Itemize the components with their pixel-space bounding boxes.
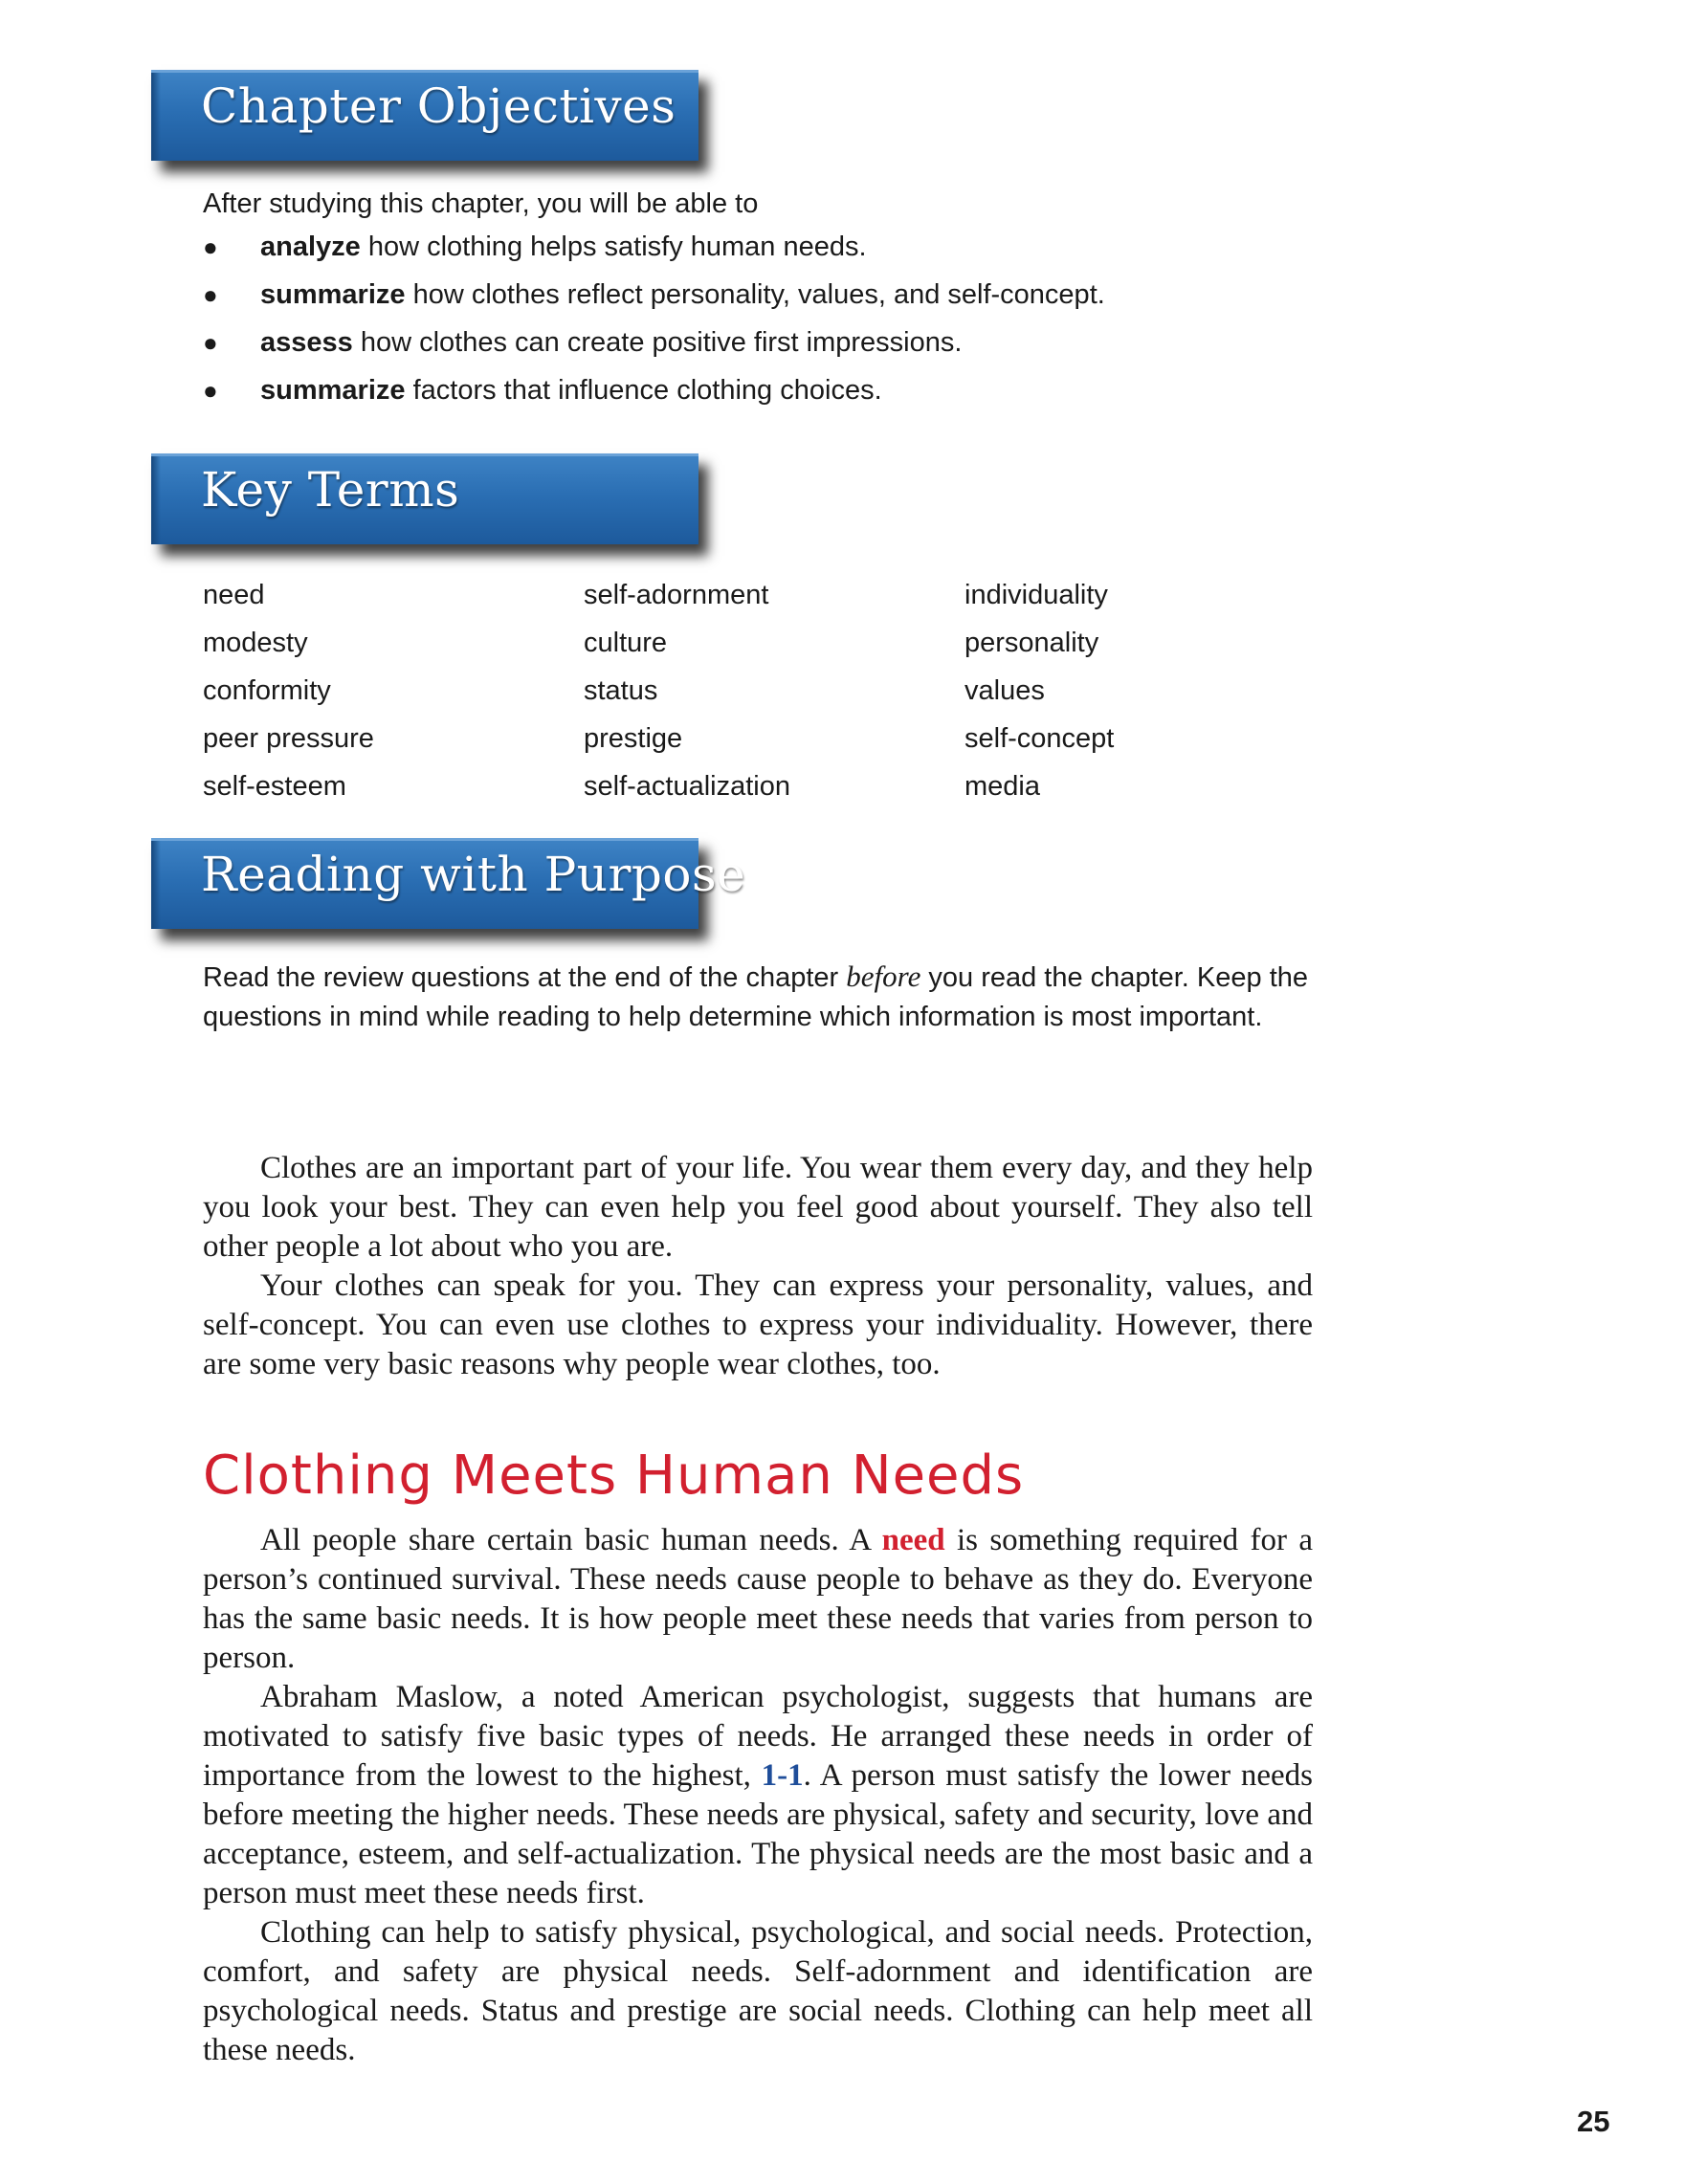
objectives-list <box>203 223 1105 414</box>
objective-item <box>203 366 1105 414</box>
key-terms-banner <box>151 453 698 544</box>
bullet-icon: ● <box>203 328 218 357</box>
body-paragraph: Abraham Maslow, a noted American psychologist, suggests that humans are motivated to satisfy five basic types of needs. He arranged these needs in order of importance from the lowest to the highest, 1-1. A person must satisfy the lower needs before meeting the higher needs. These needs are physical, safety and security, love and acceptance, esteem, and self-actualization. The physical needs are the most basic and a person must meet these needs first. <box>203 1680 1313 1910</box>
reading-purpose-banner <box>151 838 746 929</box>
objective-item <box>203 319 1105 366</box>
bullet-icon: ● <box>203 376 218 405</box>
key-terms-title: Key Terms <box>201 462 460 518</box>
key-term: peer pressure <box>203 723 374 754</box>
objective-verb: summarize <box>260 279 406 310</box>
objectives-intro: After studying this chapter, you will be able to <box>203 188 759 219</box>
key-terms-column-2 <box>584 571 790 810</box>
chapter-objectives-banner <box>151 70 698 161</box>
needs-paragraphs <box>203 1521 1313 2070</box>
body-paragraph: All people share certain basic human needs. A need is something required for a person’s continued survival. These needs cause people to behave as they do. Everyone has the same basic needs. It is how people meet these needs that varies from person to person. <box>203 1523 1313 1675</box>
key-term: self-adornment <box>584 580 769 610</box>
key-terms-column-1 <box>203 571 374 810</box>
objective-verb: assess <box>260 327 353 358</box>
key-term: modesty <box>203 628 308 658</box>
bullet-icon: ● <box>203 280 218 309</box>
objective-text: factors that influence clothing choices. <box>405 375 882 406</box>
objective-item <box>203 271 1105 319</box>
section-heading: Clothing Meets Human Needs <box>203 1445 1025 1507</box>
key-term: individuality <box>964 580 1108 610</box>
intro-paragraphs <box>203 1149 1313 1384</box>
objective-text: how clothes can create positive first impressions. <box>352 327 963 358</box>
reading-purpose-title: Reading with Purpose <box>201 847 746 902</box>
body-paragraph: Clothing can help to satisfy physical, psychological, and social needs. Protection, comfort, and safety are physical needs. Self-adornment and identification are psychological needs. Status and prestige are social needs. Clothing can help meet all these needs. <box>203 1915 1313 2067</box>
key-term: need <box>203 580 265 610</box>
key-term: culture <box>584 628 668 658</box>
objective-verb: analyze <box>260 232 361 262</box>
objective-item <box>203 223 1105 271</box>
key-term: conformity <box>203 675 331 706</box>
figure-reference: 1-1 <box>761 1758 804 1793</box>
key-term-need: need <box>881 1523 945 1557</box>
objective-verb: summarize <box>260 375 406 406</box>
reading-purpose-text: Read the review questions at the end of the chapter before you read the chapter. Keep the questions in mind while reading to help determine which information is most important. <box>203 960 1309 1032</box>
key-term: media <box>964 771 1040 802</box>
key-term: self-concept <box>964 723 1115 754</box>
key-term: prestige <box>584 723 683 754</box>
key-terms-column-3 <box>964 571 1114 810</box>
page-number: 25 <box>1577 2105 1610 2138</box>
key-term: status <box>584 675 658 706</box>
key-term: self-esteem <box>203 771 346 802</box>
objective-text: how clothing helps satisfy human needs. <box>360 232 867 262</box>
emphasis-before: before <box>846 960 921 993</box>
bullet-icon: ● <box>203 232 218 261</box>
key-term: personality <box>964 628 1099 658</box>
key-term: self-actualization <box>584 771 790 802</box>
chapter-objectives-title: Chapter Objectives <box>201 78 676 134</box>
key-term: values <box>964 675 1045 706</box>
body-paragraph: Clothes are an important part of your life. You wear them every day, and they help you look your best. They can even help you feel good about yourself. They also tell other people a lot about who you are. <box>203 1151 1313 1264</box>
objective-text: how clothes reflect personality, values, and self-concept. <box>405 279 1105 310</box>
body-paragraph: Your clothes can speak for you. They can express your personality, values, and self-concept. You can even use clothes to express your individuality. However, there are some very basic reasons why people wear clothes, too. <box>203 1268 1313 1381</box>
